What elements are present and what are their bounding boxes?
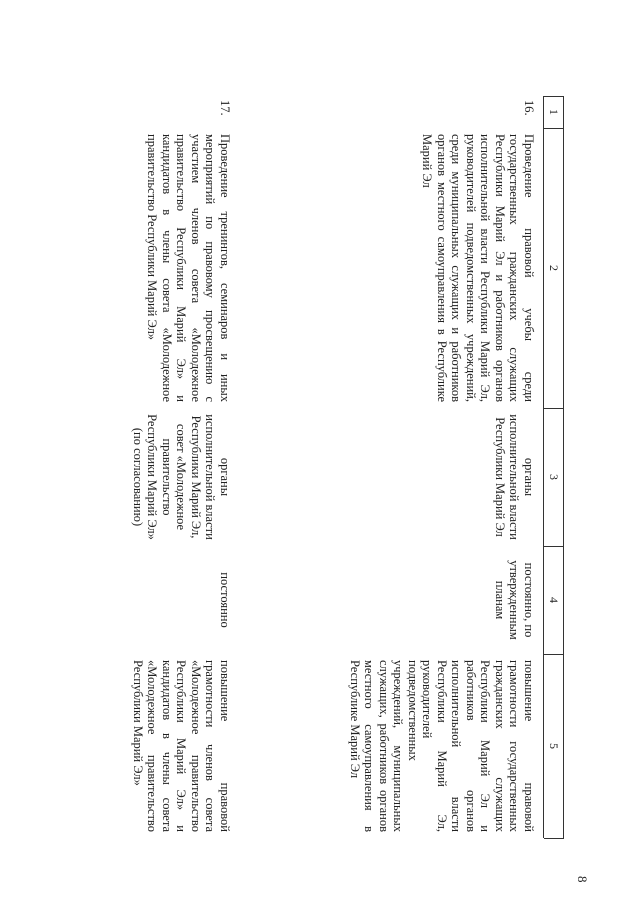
- row-17-activity: Проведение тренингов, семинаров и иных мероприятий по правовому просвещению с участием членов совета «Молодежное правительство Республики Марий Эл» и кандидатов в члены совета «Молодежное правительство Республики Марий Эл»: [145, 134, 232, 402]
- header-col-2: 2: [547, 265, 561, 271]
- row-17-deadline: постоянно: [218, 572, 232, 628]
- table-top-border: [563, 96, 564, 838]
- page-number: 8: [575, 876, 590, 883]
- row-16-executors: органы исполнительной власти Республики Марий Эл: [493, 414, 536, 540]
- column-divider-5: [544, 838, 564, 839]
- row-17-result: повышение правовой грамотности членов совета «Молодежное правительство Республики Марий Эл» и кандидатов в члены совета «Молодежное правительство Республики Марий Эл»: [131, 660, 232, 832]
- header-col-3: 3: [547, 474, 561, 480]
- header-bottom-border: [543, 96, 544, 838]
- header-col-1: 1: [547, 109, 561, 115]
- row-16-number: 16.: [522, 100, 536, 116]
- row-16-result: повышение правовой грамотности государственных гражданских служащих Республики Марий Эл и работников органов исполнительной власти Республики Марий Эл, руководителей подведомственных учреждений, муниципальных служащих, работников органов местного самоуправления в Республике Марий Эл: [348, 660, 536, 832]
- row-17-executors: органы исполнительной власти Республики Марий Эл, совет «Молодежное правительство Республики Марий Эл» (по согласованию): [131, 414, 232, 540]
- header-col-4: 4: [547, 597, 561, 603]
- row-17-number: 17.: [218, 100, 232, 116]
- row-16-deadline: постоянно, по утвержденным планам: [493, 560, 536, 640]
- header-col-5: 5: [547, 743, 561, 749]
- row-16-activity: Проведение правовой учебы среди государственных гражданских служащих Республики Марий Эл и работников органов исполнительной власти Республики Марий Эл, руководителей подведомственных учреждений, среди муниципальных служащих и работников органов местного самоуправления в Республике Марий Эл: [420, 134, 536, 402]
